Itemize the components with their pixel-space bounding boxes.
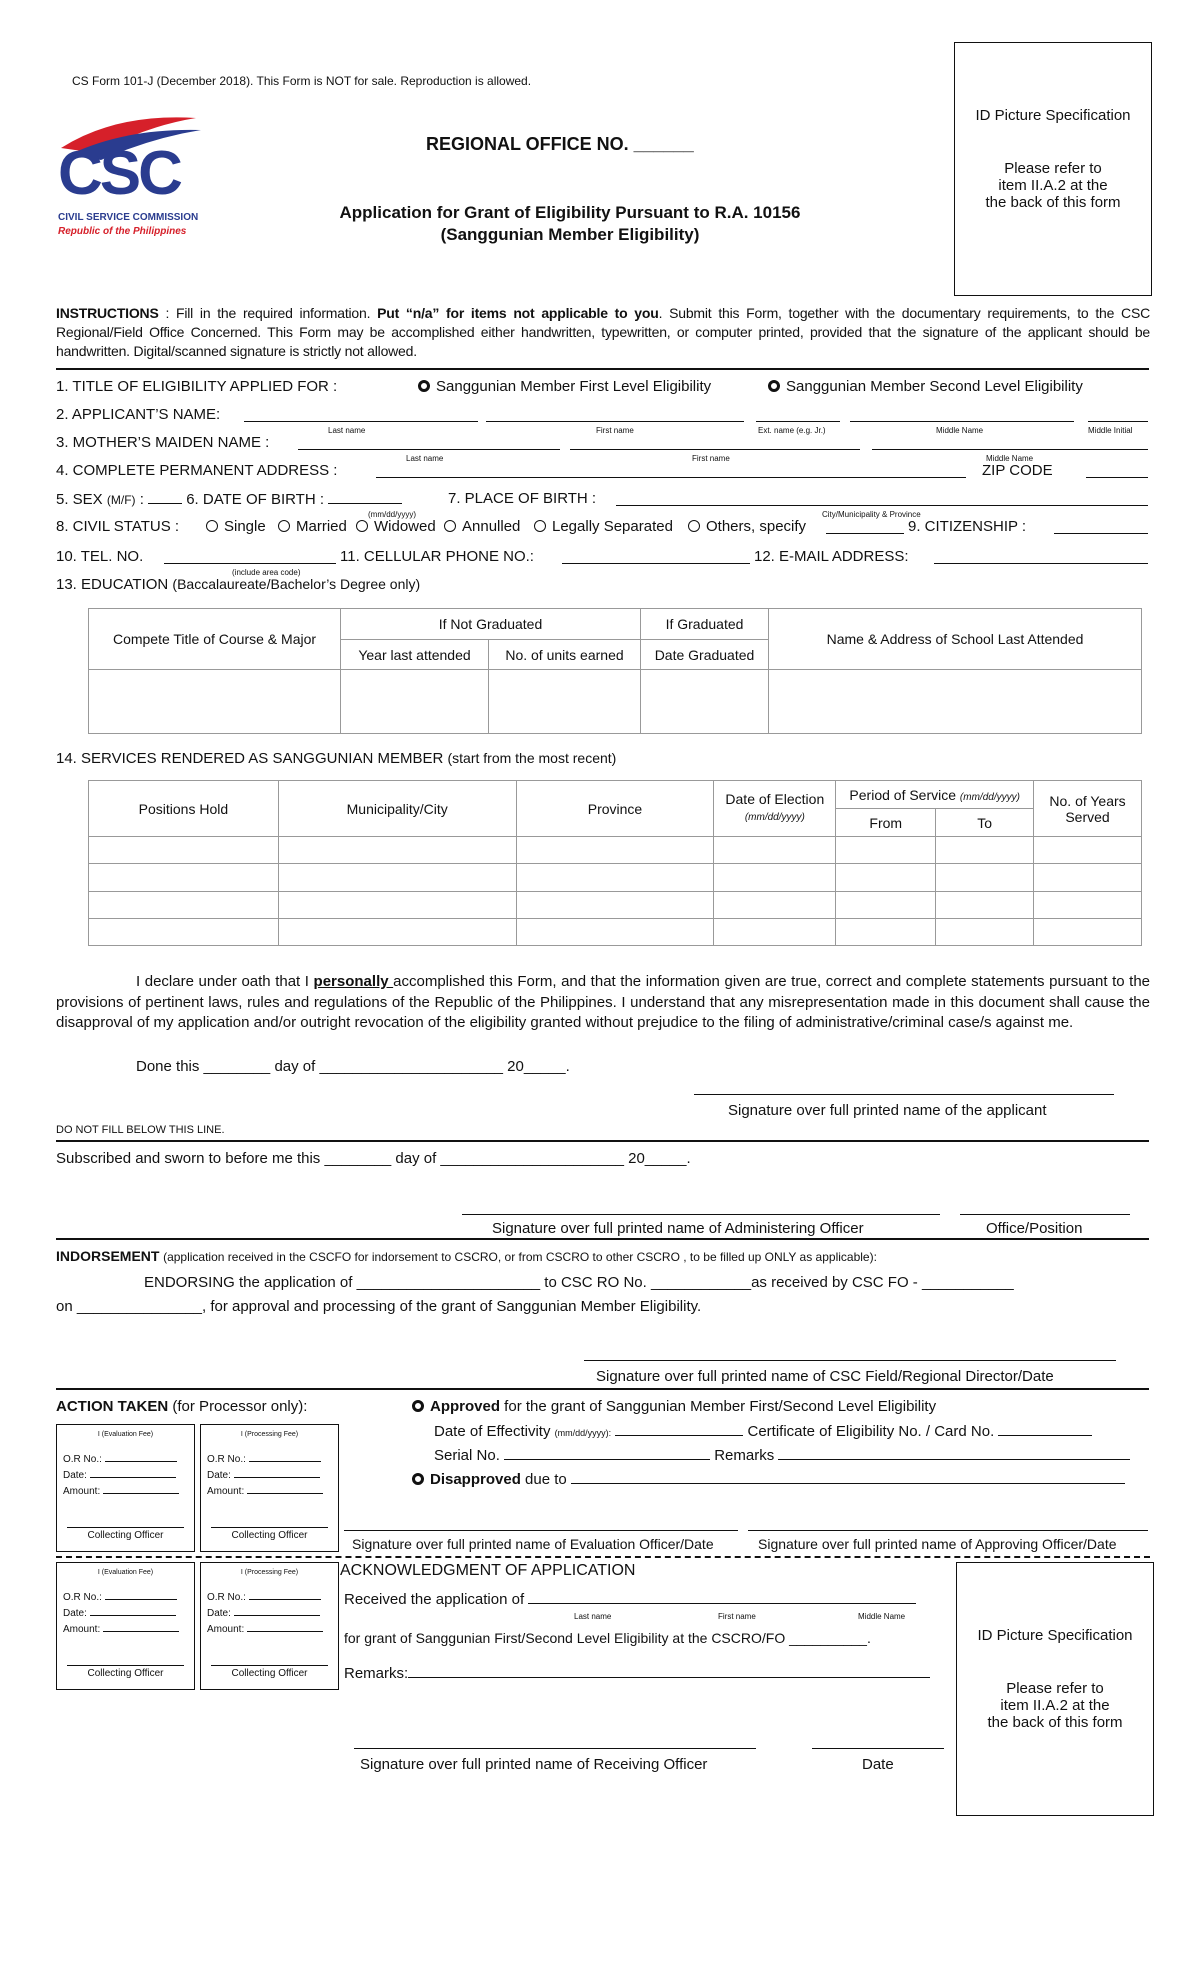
status-legally-separated[interactable] (534, 518, 673, 535)
th-to: To (936, 809, 1034, 837)
sub-mother-middle: Middle Name (986, 454, 1034, 463)
radio-circle-icon (418, 380, 430, 392)
svc-cell[interactable] (836, 918, 936, 945)
dob-sub: (mm/dd/yyyy) (368, 510, 416, 519)
applicant-middle-initial[interactable] (1088, 408, 1148, 422)
radio-circle-icon (356, 520, 368, 532)
amount-input[interactable] (247, 1484, 323, 1494)
receipt-date (63, 1468, 188, 1481)
declaration-personally: personally (313, 973, 394, 990)
svc-cell[interactable] (714, 891, 836, 918)
indorsement-line2: on _______________, for approval and processing of the grant of Sanggunian Member Eligibility. (56, 1298, 702, 1315)
id-picture-title: ID Picture Specification (977, 1627, 1133, 1644)
declaration-b: accomplished this Form, and that the information given are true, correct and complete statements pursuant to the provisions of pertinent laws, rules and regulations of the Republic of the Philippines. I understand that any misrepresentation made in this document shall cause the disapproval of my application and/or outright revocation of the eligibility granted without prejudice to the filing of administrative/criminal case/s against me. (56, 973, 1151, 1031)
receipt-or (207, 1590, 332, 1603)
serial-row (434, 1446, 1154, 1464)
indorsement-line1: ENDORSING the application of ______________________ to CSC RO No. ____________as received by CSC FO - ___________ (144, 1274, 1014, 1291)
logo-sub2: Republic of the Philippines (58, 226, 187, 237)
pob-sub: City/Municipality & Province (822, 510, 921, 519)
tel-label: 10. TEL. NO. (56, 548, 144, 565)
status-annulled[interactable] (444, 518, 520, 535)
svc-cell[interactable] (1034, 837, 1142, 864)
date-input[interactable] (234, 1468, 320, 1478)
certificate-label: Certificate of Eligibility No. / Card No. (747, 1423, 995, 1440)
disapproved-option[interactable] (412, 1470, 1148, 1488)
sub-middle-initial: Middle Initial (1088, 426, 1133, 435)
cell-year-last[interactable] (341, 670, 489, 734)
mother-last-name[interactable] (298, 436, 560, 450)
citizenship-label: 9. CITIZENSHIP : (908, 518, 1027, 535)
ack-date-label: Date (862, 1756, 894, 1773)
sub-mother-last: Last name (406, 454, 444, 463)
svc-cell[interactable] (714, 864, 836, 891)
sig-line-admin (462, 1214, 940, 1215)
applicant-name-label: 2. APPLICANT’S NAME: (56, 406, 221, 423)
amount-input[interactable] (247, 1622, 323, 1632)
or-input[interactable] (249, 1590, 321, 1600)
id-picture-title: ID Picture Specification (975, 107, 1131, 124)
receipt-date (63, 1606, 188, 1619)
field-contact (56, 548, 1150, 577)
radio-circle-icon (534, 520, 546, 532)
collecting-officer: Collecting Officer (67, 1527, 184, 1541)
sig-director-label: Signature over full printed name of CSC Field/Regional Director/Date (596, 1368, 1054, 1385)
education-label: 13. EDUCATION (56, 576, 169, 593)
services-table (88, 780, 1142, 946)
education-note: (Baccalaureate/Bachelor’s Degree only) (172, 576, 421, 592)
date-label: Date: (63, 1470, 87, 1481)
sig-line-receiving (354, 1748, 756, 1749)
collecting-officer: Collecting Officer (67, 1665, 184, 1679)
instructions-text2: . Submit this Form, together with the documentary requirements, to the CSC Regional/Field Office Concerned. This Form may be accomplished either handwritten, typewritten, or computer printed, provided that the signature of the applicant should be handwritten. Digital/scanned signature is strictly not allowed. (56, 305, 1150, 359)
sub-middle-name: Middle Name (936, 426, 984, 435)
svc-cell[interactable] (278, 864, 516, 891)
receipt-or (63, 1452, 188, 1465)
instructions-label: INSTRUCTIONS (56, 305, 159, 321)
sig-admin-label: Signature over full printed name of Administering Officer (492, 1220, 864, 1237)
svc-cell[interactable] (714, 837, 836, 864)
cell-date-grad[interactable] (641, 670, 769, 734)
collecting-officer: Collecting Officer (211, 1665, 328, 1679)
serial-input[interactable] (504, 1446, 710, 1460)
sig-applicant-label: Signature over full printed name of the applicant (728, 1102, 1047, 1119)
date-label: Date: (207, 1608, 231, 1619)
id-picture-line1: Please refer to (1006, 1680, 1104, 1697)
do-not-fill: DO NOT FILL BELOW THIS LINE. (56, 1124, 225, 1136)
status-others[interactable] (688, 518, 806, 535)
received-label: Received the application of (344, 1591, 525, 1608)
sex-input[interactable] (148, 490, 182, 504)
ack-sub-last: Last name (574, 1612, 612, 1621)
svc-cell[interactable] (936, 891, 1034, 918)
radio-circle-icon (768, 380, 780, 392)
receipt-eval-top (56, 1424, 195, 1552)
or-input[interactable] (105, 1452, 177, 1462)
th-years: No. of Years Served (1034, 781, 1142, 837)
svc-cell[interactable] (936, 837, 1034, 864)
cell-units[interactable] (489, 670, 641, 734)
svc-cell[interactable] (278, 891, 516, 918)
amount-input[interactable] (103, 1484, 179, 1494)
divider-oath (56, 1140, 1149, 1142)
id-picture-line3: the back of this form (987, 1714, 1123, 1731)
th-graduated: If Graduated (641, 609, 769, 640)
subscribed-sworn: Subscribed and sworn to before me this ________ day of ______________________ 20_____. (56, 1150, 691, 1167)
or-label: O.R No.: (207, 1592, 246, 1603)
divider-top (56, 368, 1149, 370)
annulled-label: Annulled (462, 518, 521, 535)
regional-office: REGIONAL OFFICE NO. ______ (426, 134, 694, 154)
th-period (836, 781, 1034, 809)
done-this: Done this ________ day of ______________________ 20_____. (136, 1058, 570, 1075)
sig-eval-label: Signature over full printed name of Evaluation Officer/Date (352, 1536, 714, 1552)
date-input[interactable] (234, 1606, 320, 1616)
cell-school[interactable] (769, 670, 1142, 734)
th-year-last: Year last attended (341, 639, 489, 670)
disapproved-label: Disapproved (430, 1471, 521, 1488)
svc-cell[interactable] (836, 891, 936, 918)
th-date-grad: Date Graduated (641, 639, 769, 670)
field-address (56, 462, 1150, 479)
dob-label: 6. DATE OF BIRTH : (186, 491, 325, 508)
civil-status-label: 8. CIVIL STATUS : (56, 518, 180, 535)
th-election (714, 781, 836, 837)
radio-circle-icon (444, 520, 456, 532)
amount-label: Amount: (207, 1486, 245, 1497)
married-label: Married (296, 518, 347, 535)
ack-sub-middle: Middle Name (858, 1612, 906, 1621)
or-label: O.R No.: (63, 1592, 102, 1603)
address-input[interactable] (376, 464, 966, 478)
svc-cell[interactable] (516, 918, 714, 945)
address-label: 4. COMPLETE PERMANENT ADDRESS : (56, 462, 338, 479)
receipt-date (207, 1468, 332, 1481)
collecting-officer: Collecting Officer (211, 1527, 328, 1541)
sig-line-date (812, 1748, 944, 1749)
svc-cell[interactable] (936, 864, 1034, 891)
citizenship-input[interactable] (1054, 520, 1148, 534)
approved-option[interactable] (412, 1398, 936, 1415)
action-note: (for Processor only): (172, 1398, 308, 1415)
sig-approve-label: Signature over full printed name of Approving Officer/Date (758, 1536, 1117, 1552)
indorsement-note: (application received in the CSCFO for indorsement to CSCRO, or from CSCRO to other CSCRO , to be filled up ONLY as applicable): (163, 1250, 877, 1264)
ack-remarks-input[interactable] (408, 1664, 930, 1678)
tel-sub: (include area code) (232, 568, 301, 577)
sig-line-eval (344, 1530, 738, 1531)
election-sub: (mm/dd/yyyy) (744, 812, 805, 824)
radio-second-level[interactable] (768, 378, 1083, 395)
services-label: 14. SERVICES RENDERED AS SANGGUNIAN MEMBER (56, 750, 444, 767)
th-course: Compete Title of Course & Major (89, 609, 341, 670)
tel-input[interactable] (164, 550, 336, 564)
sub-mother-first: First name (692, 454, 730, 463)
svc-cell[interactable] (89, 918, 279, 945)
action-label: ACTION TAKEN (56, 1398, 169, 1415)
status-widowed[interactable] (356, 518, 436, 535)
sub-last-name: Last name (328, 426, 366, 435)
mothers-name-label: 3. MOTHER’S MAIDEN NAME : (56, 434, 270, 451)
divider-indorsement (56, 1238, 1149, 1240)
instructions (56, 304, 1150, 361)
approved-text: for the grant of Sanggunian Member First/Second Level Eligibility (500, 1398, 937, 1415)
form-id: CS Form 101-J (December 2018). This Form is NOT for sale. Reproduction is allowed. (72, 74, 532, 88)
field-education (56, 576, 420, 593)
or-input[interactable] (249, 1452, 321, 1462)
receipt-eval-bottom (56, 1562, 195, 1690)
receipt-proc-bottom (200, 1562, 339, 1690)
th-positions: Positions Hold (89, 781, 279, 837)
field-applicant-name (56, 406, 1150, 435)
id-picture-line1: Please refer to (1004, 160, 1102, 177)
radio-first-level[interactable] (418, 378, 711, 395)
indorsement-header (56, 1248, 877, 1264)
svc-cell[interactable] (89, 864, 279, 891)
zip-code-label: ZIP CODE (982, 462, 1053, 479)
status-married[interactable] (278, 518, 347, 535)
sub-first-name: First name (596, 426, 634, 435)
receipt-amount (63, 1484, 188, 1497)
sig-line-applicant (694, 1094, 1114, 1095)
period-sub: (mm/dd/yyyy) (959, 791, 1020, 803)
date-label: Date: (63, 1608, 87, 1619)
cell-input[interactable] (562, 550, 750, 564)
mother-middle-name[interactable] (872, 436, 1148, 450)
receipt-or (63, 1590, 188, 1603)
svc-cell[interactable] (836, 837, 936, 864)
or-label: O.R No.: (207, 1454, 246, 1465)
applicant-ext-name[interactable] (756, 408, 840, 422)
mother-first-name[interactable] (570, 436, 860, 450)
logo-sub1: CIVIL SERVICE COMMISSION (58, 212, 199, 223)
radio-circle-icon (412, 1400, 424, 1412)
svc-cell[interactable] (278, 837, 516, 864)
sig-receiving-label: Signature over full printed name of Receiving Officer (360, 1756, 708, 1773)
receipt-proc-top (200, 1424, 339, 1552)
th-from: From (836, 809, 936, 837)
first-level-label: Sanggunian Member First Level Eligibility (436, 378, 712, 395)
widowed-label: Widowed (374, 518, 436, 535)
receipt-title: I (Processing Fee) (240, 1431, 299, 1438)
receipt-amount (207, 1484, 332, 1497)
sig-line-office (960, 1214, 1130, 1215)
th-not-graduated: If Not Graduated (341, 609, 641, 640)
remarks-input[interactable] (778, 1446, 1130, 1460)
serial-label: Serial No. (434, 1447, 500, 1464)
sig-line-approve (748, 1530, 1148, 1531)
single-label: Single (224, 518, 266, 535)
sex-label: 5. SEX (56, 491, 103, 508)
amount-label: Amount: (207, 1624, 245, 1635)
cut-line (56, 1556, 1150, 1558)
effectivity-sub: (mm/dd/yyyy): (554, 1428, 612, 1438)
id-picture-line3: the back of this form (985, 194, 1121, 211)
disapproved-reason-input[interactable] (571, 1470, 1125, 1484)
period-label: Period of Service (849, 786, 957, 803)
svc-cell[interactable] (714, 918, 836, 945)
radio-circle-icon (278, 520, 290, 532)
receipt-date (207, 1606, 332, 1619)
svc-cell[interactable] (936, 918, 1034, 945)
field-sex-birth: 5. SEX (M/F) : 6. DATE OF BIRTH : 7. PLACE OF BIRTH : (mm/dd/yyyy) City/Municipality & Province (56, 490, 1150, 508)
title-line2: (Sanggunian Member Eligibility) (440, 225, 700, 244)
received-name-input[interactable] (528, 1590, 916, 1604)
id-picture-box-bottom (956, 1562, 1154, 1816)
id-picture-box-top (954, 42, 1152, 296)
th-province: Province (516, 781, 714, 837)
remarks-label: Remarks (714, 1447, 775, 1464)
svc-cell[interactable] (516, 837, 714, 864)
receipt-amount (63, 1622, 188, 1635)
field-civil-status (56, 518, 1150, 535)
date-input[interactable] (90, 1468, 176, 1478)
amount-label: Amount: (63, 1486, 101, 1497)
receipt-title: I (Evaluation Fee) (97, 1431, 154, 1438)
cell-label: 11. CELLULAR PHONE NO.: (340, 548, 534, 565)
second-level-label: Sanggunian Member Second Level Eligibility (786, 378, 1083, 395)
svc-cell[interactable] (1034, 891, 1142, 918)
svc-cell[interactable] (836, 864, 936, 891)
disapproved-text: due to (520, 1471, 567, 1488)
eligibility-label: 1. TITLE OF ELIGIBILITY APPLIED FOR : (56, 378, 338, 395)
effectivity-row (434, 1422, 1154, 1440)
education-table (88, 608, 1142, 734)
cell-course[interactable] (89, 670, 341, 734)
svc-cell[interactable] (1034, 864, 1142, 891)
declaration-a: I declare under oath that I (136, 973, 314, 990)
effectivity-label: Date of Effectivity (434, 1423, 551, 1440)
field-eligibility (56, 378, 1150, 395)
pob-label: 7. PLACE OF BIRTH : (448, 490, 597, 507)
instructions-bold: Put “n/a” for items not applicable to you (377, 305, 659, 321)
th-municipality: Municipality/City (278, 781, 516, 837)
field-services (56, 750, 616, 767)
receipt-amount (207, 1622, 332, 1635)
field-mothers-name (56, 434, 1150, 463)
svc-cell[interactable] (1034, 918, 1142, 945)
action-taken-header (56, 1398, 307, 1415)
logo-text: CSC (58, 139, 180, 208)
instructions-text1: : Fill in the required information. (158, 305, 378, 321)
or-input[interactable] (105, 1590, 177, 1600)
status-single[interactable] (206, 518, 266, 535)
declaration (56, 972, 1150, 1034)
for-grant-row: for grant of Sanggunian First/Second Level Eligibility at the CSCRO/FO __________. (344, 1630, 871, 1646)
amount-label: Amount: (63, 1624, 101, 1635)
applicant-middle-name[interactable] (850, 408, 1074, 422)
legally-separated-label: Legally Separated (552, 518, 673, 535)
ack-remarks-row (344, 1664, 944, 1682)
th-school: Name & Address of School Last Attended (769, 609, 1142, 670)
receipt-title: I (Processing Fee) (240, 1569, 299, 1576)
effectivity-input[interactable] (615, 1422, 743, 1436)
applicant-first-name[interactable] (486, 408, 744, 422)
dob-input[interactable] (328, 490, 402, 504)
form-title (270, 202, 870, 246)
title-line1: Application for Grant of Eligibility Pursuant to R.A. 10156 (339, 203, 801, 222)
ack-sub-first: First name (718, 1612, 756, 1621)
svc-cell[interactable] (516, 864, 714, 891)
id-picture-line2: item II.A.2 at the (1000, 1697, 1110, 1714)
sub-ext-name: Ext. name (e.g. Jr.) (758, 426, 826, 435)
radio-circle-icon (688, 520, 700, 532)
applicant-last-name[interactable] (244, 408, 478, 422)
id-picture-line2: item II.A.2 at the (998, 177, 1108, 194)
pob-input[interactable] (616, 492, 1148, 506)
acknowledgment-title: ACKNOWLEDGMENT OF APPLICATION (340, 1562, 636, 1579)
date-input[interactable] (90, 1606, 176, 1616)
divider-action (56, 1388, 1149, 1390)
receipt-or (207, 1452, 332, 1465)
th-units: No. of units earned (489, 639, 641, 670)
indorsement-label: INDORSEMENT (56, 1248, 160, 1264)
sex-mf-note: (M/F) (106, 493, 136, 507)
sig-line-director (584, 1360, 1116, 1361)
received-row (344, 1590, 944, 1608)
election-label: Date of Election (725, 791, 825, 808)
svc-cell[interactable] (278, 918, 516, 945)
date-label: Date: (207, 1470, 231, 1481)
office-position-label: Office/Position (986, 1220, 1083, 1237)
others-specify-input[interactable] (826, 520, 904, 534)
svc-cell[interactable] (516, 891, 714, 918)
others-label: Others, specify (706, 518, 807, 535)
radio-circle-icon (412, 1473, 424, 1485)
approved-label: Approved (430, 1398, 501, 1415)
email-label: 12. E-MAIL ADDRESS: (754, 548, 909, 565)
svc-cell[interactable] (89, 837, 279, 864)
svc-cell[interactable] (89, 891, 279, 918)
email-input[interactable] (934, 550, 1148, 564)
zip-code-input[interactable] (1086, 464, 1148, 478)
csc-logo (56, 108, 206, 258)
ack-remarks-label: Remarks: (344, 1665, 409, 1682)
certificate-input[interactable] (998, 1422, 1092, 1436)
receipt-title: I (Evaluation Fee) (97, 1569, 154, 1576)
services-note: (start from the most recent) (447, 750, 617, 766)
amount-input[interactable] (103, 1622, 179, 1632)
or-label: O.R No.: (63, 1454, 102, 1465)
radio-circle-icon (206, 520, 218, 532)
